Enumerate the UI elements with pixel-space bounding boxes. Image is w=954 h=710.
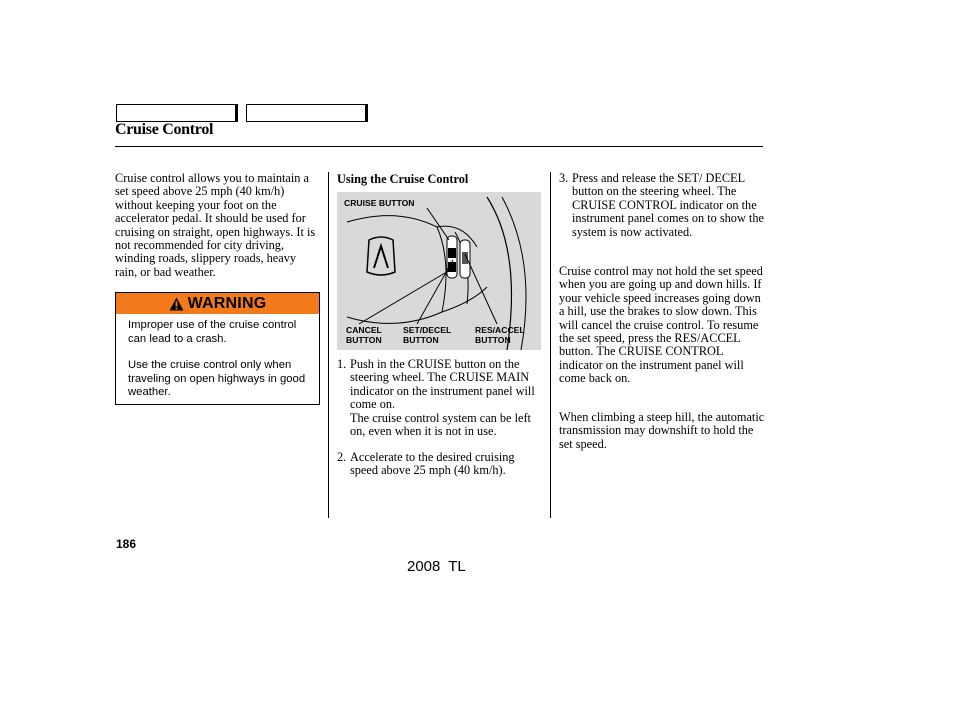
warning-header — [116, 293, 319, 314]
step-2-number: 2. — [337, 450, 347, 464]
warning-label: WARNING — [187, 294, 267, 312]
step-1 — [337, 358, 542, 438]
step-1-text: Push in the CRUISE button on the steering wheel. The CRUISE MAIN indicator on the instrument panel will come on. — [350, 357, 535, 412]
step-3-text: Press and release the SET/ DECEL button on the steering wheel. The CRUISE CONTROL indicator on the instrument panel comes on to show the system is now activated. — [572, 171, 764, 239]
warning-box — [115, 292, 320, 405]
label-cancel-button: CANCEL BUTTON — [346, 325, 382, 345]
warning-triangle-icon — [169, 297, 184, 311]
cruise-usage-heading: Using the Cruise Control — [337, 172, 469, 186]
step-1-body — [350, 358, 542, 438]
step-3 — [559, 172, 766, 239]
header-tab-box-2 — [246, 104, 366, 122]
step-2 — [337, 451, 542, 478]
page-number: 186 — [116, 537, 137, 551]
section-title: Cruise Control — [115, 121, 214, 138]
step-1-note: The cruise control system can be left on, even when it is not in use. — [350, 410, 531, 439]
label-set-decel-button: SET/DECEL BUTTON — [403, 325, 452, 345]
column-divider-2 — [550, 172, 551, 518]
label-res-accel-button: RES/ACCEL BUTTON — [475, 325, 525, 345]
steep-hill-paragraph: When climbing a steep hill, the automatic transmission may downshift to hold the set speed. — [559, 410, 765, 451]
title-rule — [115, 146, 763, 147]
warning-text-2: Use the cruise control only when traveling on open highways in good weather. — [128, 359, 306, 398]
warning-text-1: Improper use of the cruise control can lead to a crash. — [128, 319, 297, 345]
step-1-number: 1. — [337, 357, 347, 371]
model-footer: 2008 TL — [407, 558, 466, 575]
step-2-text: Accelerate to the desired cruising speed above 25 mph (40 km/h). — [350, 450, 515, 478]
hills-paragraph: Cruise control may not hold the set speed when you are going up and down hills. If your vehicle speed increases going down a hill, use the brakes to slow down. This will cancel the cruise control. To resume the set speed, press the RES/ACCEL button. The CRUISE CONTROL indicator on the instrument panel will come back on. — [559, 264, 763, 386]
label-cruise-button: CRUISE BUTTON — [344, 198, 415, 208]
steering-wheel-figure — [337, 192, 541, 350]
column-divider-1 — [328, 172, 329, 518]
intro-paragraph: Cruise control allows you to maintain a set speed above 25 mph (40 km/h) without keeping your foot on the accelerator pedal. It should be used for cruising on straight, open highways. It is not recommended for city driving, winding roads, slippery roads, heavy rain, or bad weather. — [115, 171, 316, 279]
step-3-number: 3. — [559, 171, 569, 185]
acura-logo-icon — [367, 237, 395, 275]
header-tab-box-1 — [116, 104, 236, 122]
